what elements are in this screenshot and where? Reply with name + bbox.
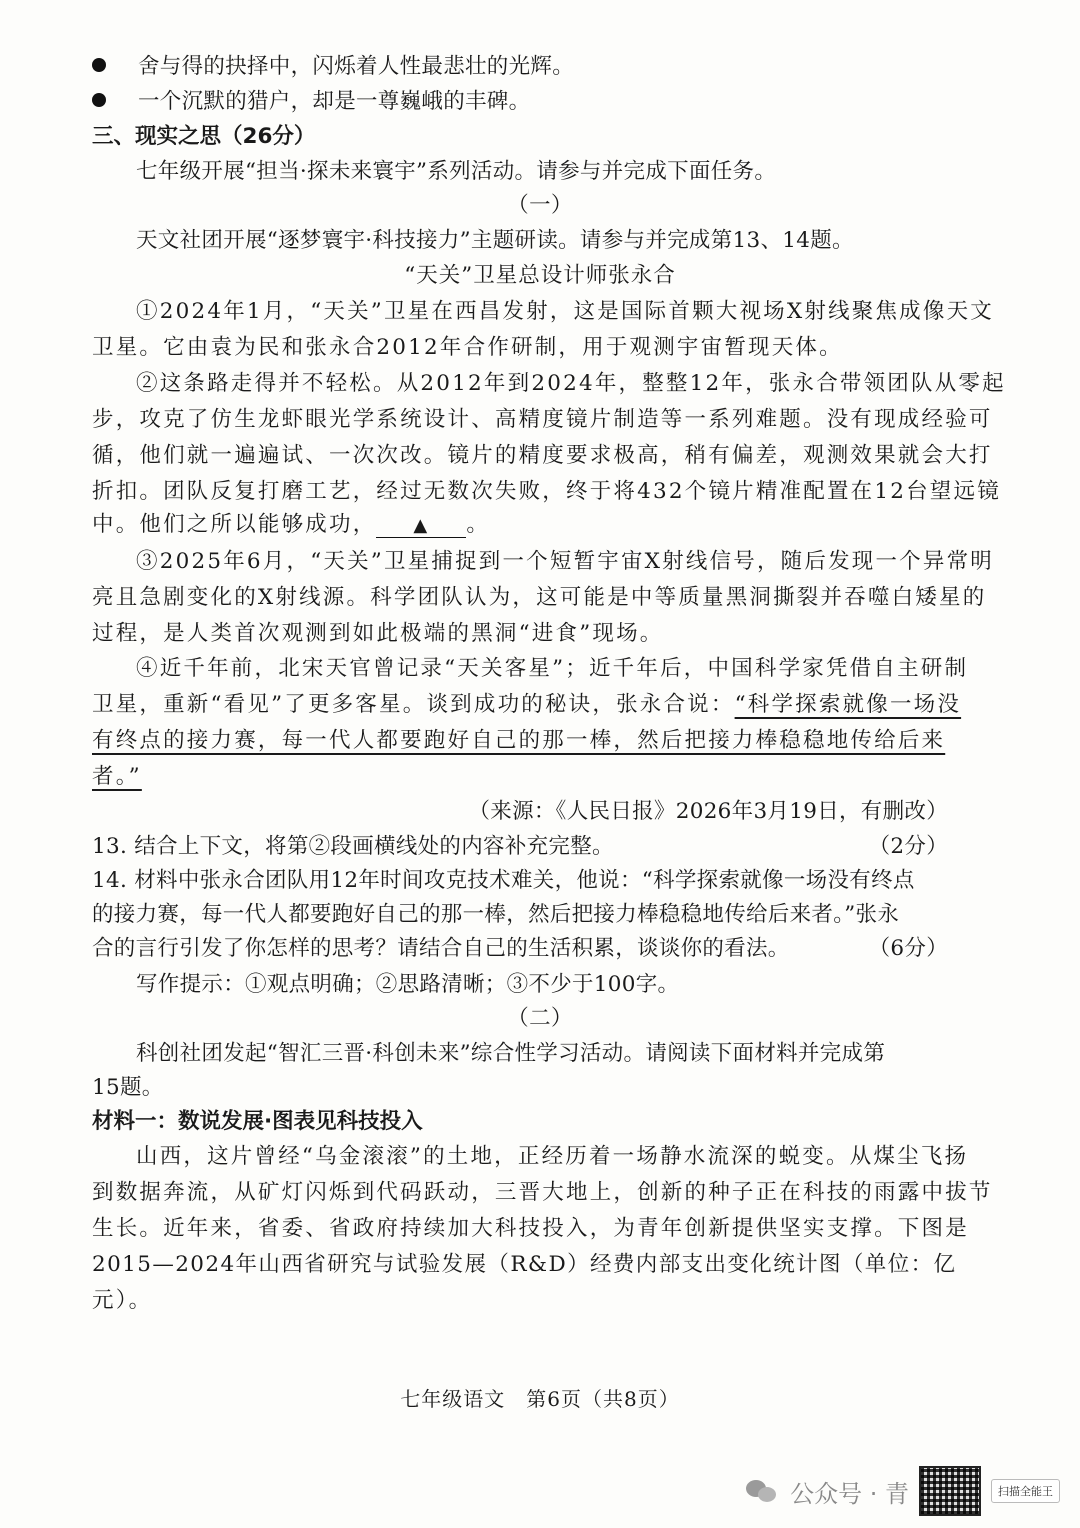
bullet-icon — [92, 58, 106, 72]
article-line: ②这条路走得并不轻松。从2012年到2024年，整整12年，张永合带领团队从零起 — [136, 371, 1006, 396]
writing-tip: 写作提示：①观点明确；②思路清晰；③不少于100字。 — [136, 972, 680, 997]
question-14: 的接力赛，每一代人都要跑好自己的那一棒，然后把接力棒稳稳地传给后来者。”张永 — [92, 902, 900, 927]
section-heading: 三、现实之思（26分） — [92, 124, 316, 149]
question-14: 14. 材料中张永合团队用12年时间攻克技术难关，他说：“科学探索就像一场没有终点 — [92, 868, 915, 893]
material-heading: 材料一：数说发展·图表见科技投入 — [92, 1109, 423, 1134]
question-14: 合的言行引发了你怎样的思考？请结合自己的生活积累，谈谈你的看法。 — [92, 936, 790, 961]
article-line: 卫星，重新“看见”了更多客星。谈到成功的秘诀，张永合说：“科学探索就像一场没 — [92, 692, 962, 717]
qr-code — [919, 1466, 981, 1516]
article-line: 过程，是人类首次观测到如此极端的黑洞“进食”现场。 — [92, 621, 664, 646]
bullet-icon — [92, 93, 106, 107]
article-line: 卫星。它由袁为民和张永合2012年合作研制，用于观测宇宙暂现天体。 — [92, 335, 843, 360]
bullet-item: 一个沉默的猎户，却是一尊巍峨的丰碑。 — [92, 87, 530, 117]
article-line: 步，攻克了仿生龙虾眼光学系统设计、高精度镜片制造等一系列难题。没有现成经验可 — [92, 407, 993, 432]
question-13-score: （2分） — [868, 834, 948, 859]
part-marker: （一） — [507, 193, 573, 218]
scanner-badge: 扫描全能王 — [991, 1479, 1060, 1503]
article-line: ④近千年前，北宋天官曾记录“天关客星”；近千年后，中国科学家凭借自主研制 — [136, 656, 969, 681]
wechat-icon — [746, 1478, 780, 1504]
question-14-score: （6分） — [868, 936, 948, 961]
material-line: 元）。 — [92, 1288, 153, 1313]
part-marker: （二） — [507, 1006, 573, 1031]
part-intro: 天文社团开展“逐梦寰宇·科技接力”主题研读。请参与并完成第13、14题。 — [136, 228, 854, 253]
bullet-item: 舍与得的抉择中，闪烁着人性最悲壮的光辉。 — [92, 52, 574, 82]
material-line: 2015—2024年山西省研究与试验发展（R&D）经费内部支出变化统计图（单位：亿 — [92, 1252, 957, 1277]
underlined-quote: 者。” — [92, 764, 142, 789]
part-intro: 科创社团发起“智汇三晋·科创未来”综合性学习活动。请阅读下面材料并完成第 — [136, 1041, 886, 1066]
article-source: （来源：《人民日报》2026年3月19日，有删改） — [468, 799, 948, 824]
article-line: 亮且急剧变化的X射线源。科学团队认为，这可能是中等质量黑洞撕裂并吞噬白矮星的 — [92, 585, 987, 610]
article-line: ①2024年1月，“天关”卫星在西昌发射，这是国际首颗大视场X射线聚焦成像天文 — [136, 299, 994, 324]
underlined-quote: “科学探索就像一场没 — [734, 692, 962, 717]
article-line: 中。他们之所以能够成功， ▲ 。 — [92, 512, 491, 537]
article-line: ③2025年6月，“天关”卫星捕捉到一个短暂宇宙X射线信号，随后发现一个异常明 — [136, 549, 994, 574]
section-intro: 七年级开展“担当·探未来寰宇”系列活动。请参与并完成下面任务。 — [136, 159, 777, 184]
watermark-text: 公众号 · 青 — [790, 1479, 909, 1508]
part-intro: 15题。 — [92, 1075, 164, 1100]
answer-blank[interactable]: ▲ — [376, 515, 466, 538]
material-line: 到数据奔流，从矿灯闪烁到代码跃动，三晋大地上，创新的种子正在科技的雨露中拔节 — [92, 1180, 993, 1205]
article-line: 循，他们就一遍遍试、一次次改。镜片的精度要求极高，稍有偏差，观测效果就会大打 — [92, 443, 993, 468]
material-line: 生长。近年来，省委、省政府持续加大科技投入，为青年创新提供坚实支撑。下图是 — [92, 1216, 969, 1241]
question-13: 13. 结合上下文，将第②段画横线处的内容补充完整。 — [92, 834, 614, 859]
article-title: “天关”卫星总设计师张永合 — [404, 263, 676, 288]
underlined-quote: 有终点的接力赛，每一代人都要跑好自己的那一棒，然后把接力棒稳稳地传给后来 — [92, 728, 946, 753]
watermark — [746, 1466, 1060, 1516]
material-line: 山西，这片曾经“乌金滚滚”的土地，正经历着一场静水流深的蜕变。从煤尘飞扬 — [136, 1144, 969, 1169]
article-line: 折扣。团队反复打磨工艺，经过无数次失败，终于将432个镜片精准配置在12台望远镜 — [92, 479, 1001, 504]
page-footer: 七年级语文 第6页（共8页） — [400, 1387, 680, 1411]
